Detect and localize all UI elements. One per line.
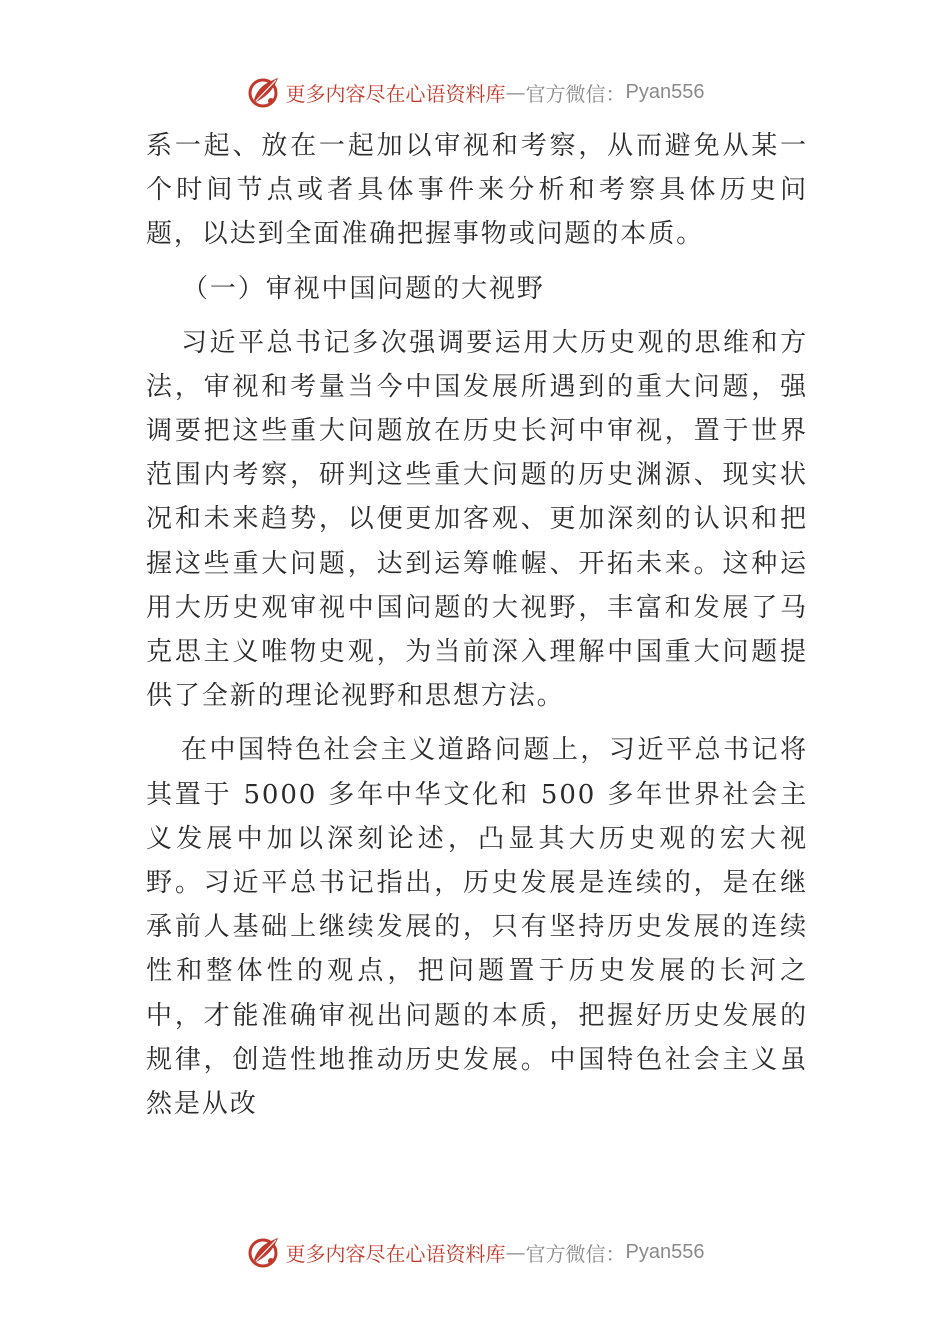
leaf-logo-icon — [246, 1234, 282, 1270]
paragraph-2: 习近平总书记多次强调要运用大历史观的思维和方法，审视和考量当今中国发展所遇到的重大问题，强调要把这些重大问题放在历史长河中审视，置于世界范围内考察，研判这些重大问题的历史渊源、现实状况和未来趋势，以便更加客观、更加深刻的认识和把握这些重大问题，达到运筹帷幄、开拓未来。这种运用大历史观审视中国问题的大视野，丰富和发展了马克思主义唯物史观，为当前深入理解中国重大问题提供了全新的理论视野和思想方法。 — [146, 327, 808, 712]
footer-separator: — — [505, 1240, 526, 1264]
footer-brand-text: 更多内容尽在心语资料库 — [285, 1241, 506, 1266]
header-banner — [0, 72, 950, 112]
document-body — [146, 124, 808, 1126]
paragraph-3: 在中国特色社会主义道路问题上，习近平总书记将其置于 5000 多年中华文化和 500 多年世界社会主义发展中加以深刻论述，凸显其大历史观的宏大视野。习近平总书记指出，历史发展是连续的，是在继承前人基础上继续发展的，只有坚持历史发展的连续性和整体性的观点，把问题置于历史发展的长河之中，才能准确审视出问题的本质，把握好历史发展的规律，创造性地推动历史发展。中国特色社会主义虽然是从改 — [146, 735, 808, 1120]
footer-banner — [0, 1232, 950, 1272]
leaf-logo-icon — [246, 74, 282, 110]
footer-wechat-label: 官方微信： — [525, 1241, 626, 1266]
paragraph-1: 系一起、放在一起加以审视和考察，从而避免从某一个时间节点或者具体事件来分析和考察具体历史问题，以达到全面准确把握事物或问题的本质。 — [146, 131, 808, 250]
header-brand-text: 更多内容尽在心语资料库 — [285, 81, 506, 106]
header-wechat-label: 官方微信： — [525, 81, 626, 106]
section-heading: （一）审视中国问题的大视野 — [182, 273, 545, 304]
header-separator: — — [505, 80, 526, 104]
footer-wechat-account: Pyan556 — [625, 1240, 705, 1263]
header-wechat-account: Pyan556 — [625, 80, 705, 103]
